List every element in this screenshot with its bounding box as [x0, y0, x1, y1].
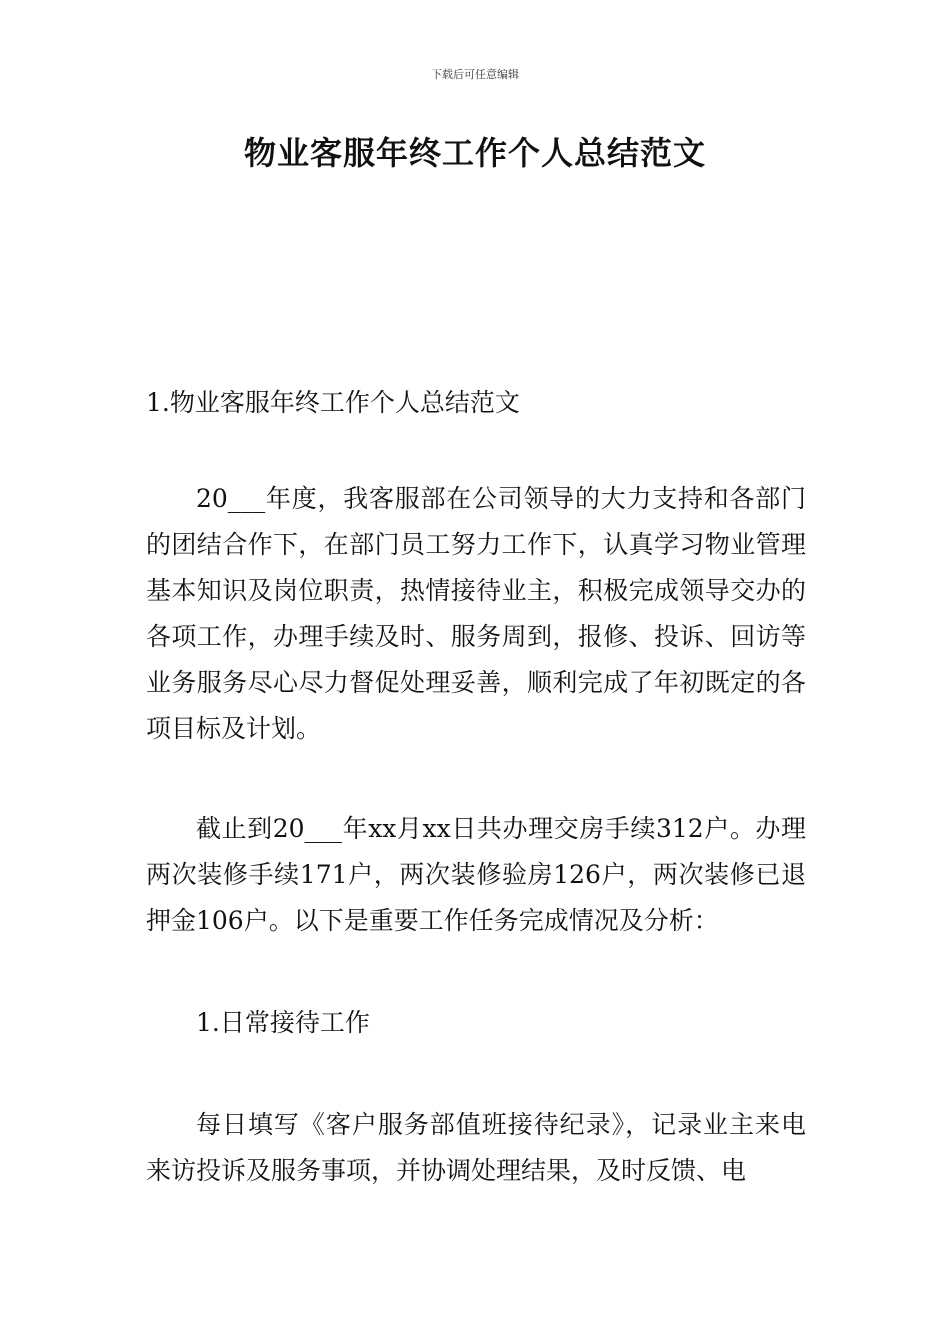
document-title: 物业客服年终工作个人总结范文 — [243, 134, 706, 172]
paragraph-spacer — [146, 752, 806, 806]
paragraph-daily-reception: 每日填写《客户服务部值班接待纪录》，记录业主来电来访投诉及服务事项，并协调处理结果，及时反馈、电 — [146, 1110, 806, 1185]
paragraph-spacer — [146, 426, 806, 476]
paragraph-intro: 20___年度，我客服部在公司领导的大力支持和各部门的团结合作下，在部门员工努力工作下，认真学习物业管理基本知识及岗位职责，热情接待业主，积极完成领导交办的各项工作，办理手续及时、服务周到，报修、投诉、回访等业务服务尽心尽力督促处理妥善，顺利完成了年初既定的各项目标及计划。 — [146, 484, 806, 743]
section-heading: 1.物业客服年终工作个人总结范文 — [146, 388, 520, 417]
paragraph-statistics: 截止到20___年xx月xx日共办理交房手续312户。办理两次装修手续171户，两次装修验房126户，两次装修已退押金106户。以下是重要工作任务完成情况及分析： — [146, 814, 806, 935]
subheading-daily-reception: 1.日常接待工作 — [196, 1008, 370, 1037]
paragraph-spacer — [146, 944, 806, 1000]
document-body — [146, 380, 806, 1194]
paragraph-spacer — [146, 1046, 806, 1102]
header-note: 下载后可任意编辑 — [431, 68, 519, 81]
